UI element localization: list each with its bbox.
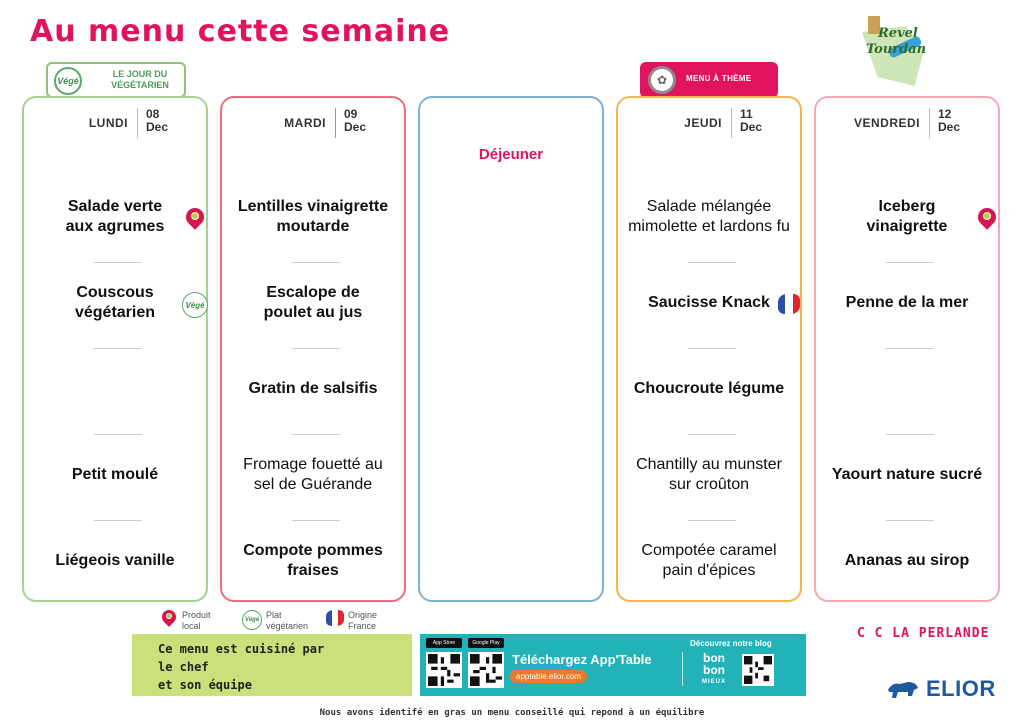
day-column-mardi — [220, 96, 406, 602]
dish-cheese: Petit moulé — [71, 466, 159, 483]
qr-code-google-play[interactable] — [468, 652, 504, 688]
dish-side: Choucroute légume — [633, 380, 785, 397]
dish-dessert: Compotée caramel pain d'épices — [641, 542, 777, 579]
app-promo-banner — [420, 634, 806, 696]
local-product-pin-icon — [186, 208, 204, 232]
day-column-vendredi — [814, 96, 1000, 602]
dish-dessert: Ananas au sirop — [844, 552, 970, 569]
dish-main: Penne de la mer — [845, 294, 969, 311]
legend-vege: Végé Plat végétarien — [242, 610, 318, 632]
dish-side: Gratin de salsifis — [248, 380, 378, 397]
google-play-button[interactable]: Google Play — [468, 638, 504, 648]
elior-logo: ELIOR — [886, 676, 996, 702]
dish-starter: Lentilles vinaigrette moutarde — [237, 198, 389, 235]
dish-starter: Iceberg vinaigrette — [866, 198, 948, 235]
qr-code-blog[interactable] — [742, 654, 774, 686]
day-header: JEUDI 11 Dec — [618, 106, 800, 136]
day-column-lundi — [22, 96, 208, 602]
dish-dessert: Liégeois vanille — [55, 552, 175, 569]
site-name: C C LA PERLANDE — [857, 626, 990, 641]
lunch-label: Déjeuner — [478, 146, 544, 163]
app-store-button[interactable]: App Store — [426, 638, 462, 648]
dish-starter: Salade mélangée mimolette et lardons fu — [628, 198, 790, 235]
day-header: MARDI 09 Dec — [222, 106, 404, 136]
bonbon-mieux-logo: bon bon MIEUX — [701, 651, 726, 685]
dish-starter: Salade verte aux agrumes — [65, 198, 165, 235]
france-flag-icon — [326, 610, 344, 626]
footnote: Nous avons identifé en gras un menu conseillé qui repond à un équilibre — [319, 708, 705, 718]
dish-main: Couscous végétarien — [74, 284, 156, 321]
legend-france: Origine France — [326, 610, 388, 632]
dish-main: Saucisse Knack — [648, 294, 770, 311]
qr-code-app-store[interactable] — [426, 652, 462, 688]
vege-icon: Végé — [54, 67, 82, 95]
day-header: LUNDI 08 Dec — [24, 106, 206, 136]
dish-main: Escalope de poulet au jus — [263, 284, 363, 321]
legend-local: Produit local — [162, 610, 222, 632]
day-header: VENDREDI 12 Dec — [816, 106, 998, 136]
dish-dessert: Compote pommes fraises — [243, 542, 383, 579]
theme-menu-badge: ✿ MENU À THÈME — [640, 62, 778, 98]
vegetarian-day-badge: Végé LE JOUR DU VÉGÉTARIEN — [46, 62, 186, 98]
vegetarian-dish-icon: Végé — [182, 292, 208, 318]
page-title: Au menu cette semaine — [30, 14, 451, 49]
lunch-column — [418, 96, 604, 602]
app-url-link[interactable]: apptable.elior.com — [510, 670, 587, 683]
revel-tourdan-logo: Revel Tourdan — [858, 12, 932, 90]
chef-note: Ce menu est cuisiné par le chef et son équipe — [132, 634, 412, 696]
elior-bull-icon — [886, 678, 920, 700]
blog-title: Découvrez notre blog — [690, 639, 772, 648]
local-product-pin-icon — [162, 610, 178, 632]
dish-cheese: Fromage fouetté au sel de Guérande — [243, 456, 383, 493]
local-product-pin-icon — [978, 208, 996, 232]
theme-plate-icon: ✿ — [648, 66, 676, 94]
day-column-jeudi — [616, 96, 802, 602]
vegetarian-dish-icon: Végé — [242, 610, 262, 630]
france-flag-icon — [778, 294, 800, 314]
dish-cheese: Chantilly au munster sur croûton — [636, 456, 782, 493]
dish-cheese: Yaourt nature sucré — [831, 466, 983, 483]
app-download-title: Téléchargez App'Table — [512, 652, 652, 667]
